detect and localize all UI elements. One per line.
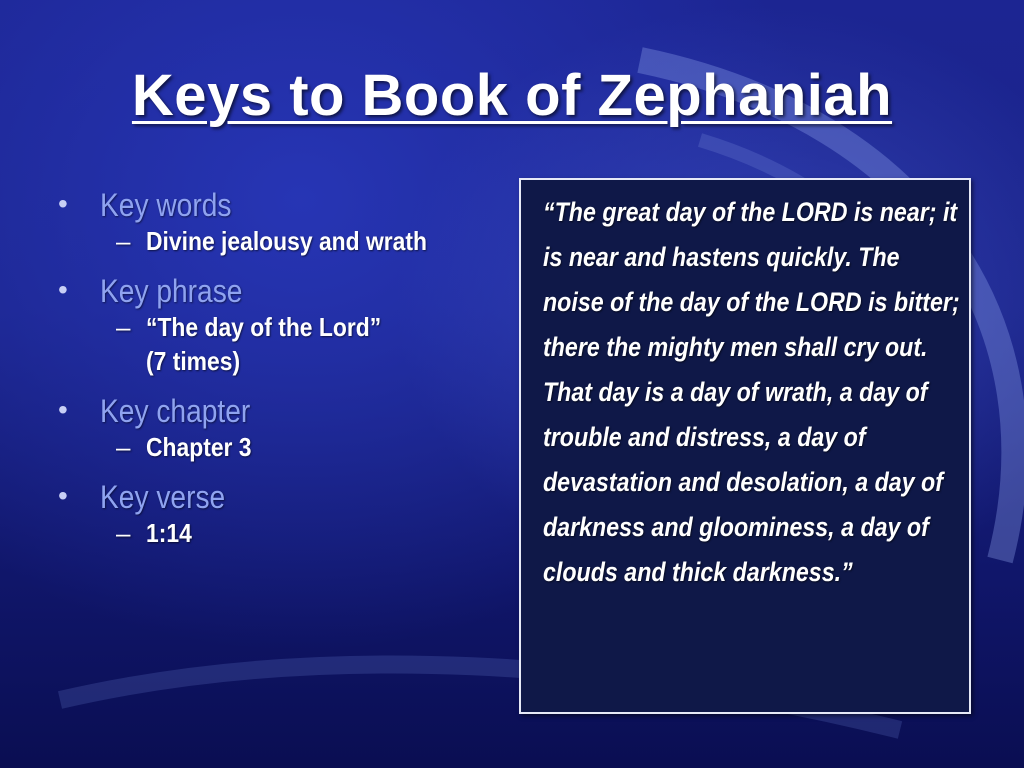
bullet-icon: •	[58, 188, 68, 219]
dash-icon: –	[116, 518, 131, 548]
bullet-icon: •	[58, 394, 68, 425]
dash-icon: –	[116, 432, 131, 462]
page-title: Keys to Book of Zephaniah	[131, 63, 893, 128]
bullet-icon: •	[58, 274, 68, 305]
list-item	[58, 392, 508, 464]
key-chapter-heading: Key chapter	[100, 393, 251, 429]
key-phrase-detail	[116, 310, 508, 378]
scripture-quote-box	[519, 178, 971, 714]
key-chapter-text: Chapter 3	[146, 432, 252, 462]
key-words-heading: Key words	[100, 187, 232, 223]
dash-icon: –	[116, 312, 131, 342]
list-item	[58, 272, 508, 378]
key-phrase-text: “The day of the Lord” (7 times)	[146, 312, 382, 376]
key-verse-text: 1:14	[146, 518, 192, 548]
list-item	[58, 478, 508, 550]
key-verse-heading: Key verse	[100, 479, 226, 515]
scripture-quote-text: “The great day of the LORD is near; it is near and hastens quickly. The noise of the day of the LORD is bitter; there the mighty men shall cry out. That day is a day of wrath, a day of trouble and distress, a day of devastation and desolation, a day of darkness and gloominess, a day of clouds and thick darkness.”	[543, 197, 960, 587]
key-list	[58, 186, 508, 564]
key-words-detail	[116, 224, 508, 258]
bullet-icon: •	[58, 480, 68, 511]
key-words-text: Divine jealousy and wrath	[146, 226, 427, 256]
key-verse-detail	[116, 516, 508, 550]
list-item	[58, 186, 508, 258]
key-chapter-detail	[116, 430, 508, 464]
key-phrase-heading: Key phrase	[100, 273, 243, 309]
dash-icon: –	[116, 226, 131, 256]
